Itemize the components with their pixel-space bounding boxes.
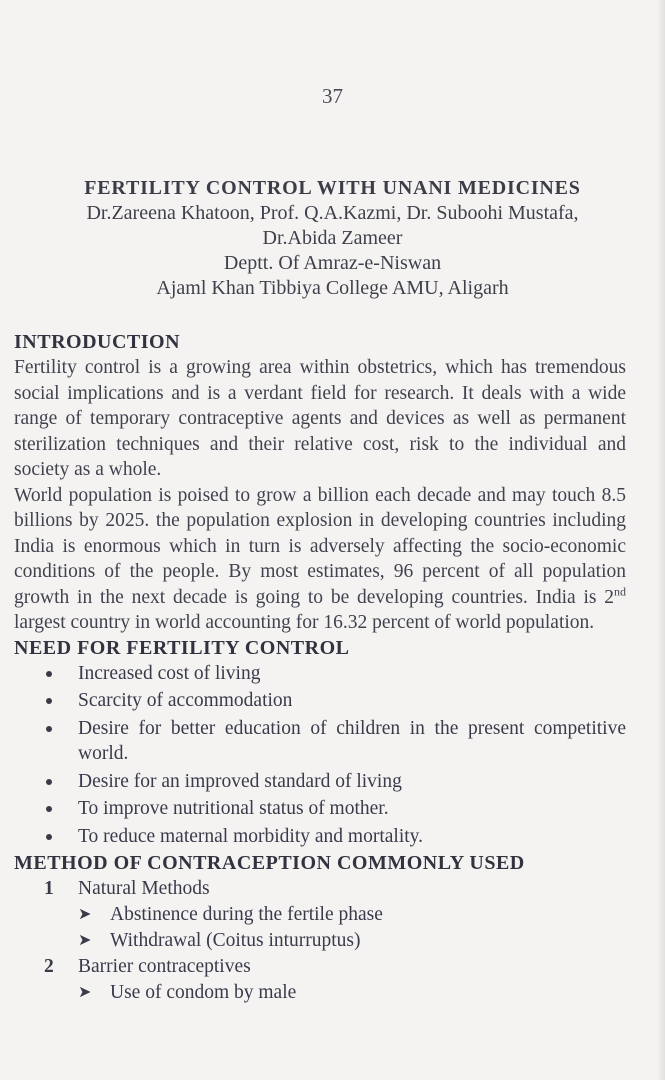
list-item: To improve nutritional status of mother.	[14, 796, 626, 822]
arrow-bullet-icon: ➤	[78, 906, 92, 923]
arrow-bullet-icon: ➤	[78, 984, 92, 1001]
article-title: FERTILITY CONTROL WITH UNANI MEDICINES	[84, 177, 581, 199]
bullet-icon	[46, 671, 52, 677]
methods-list	[14, 876, 626, 1006]
list-item: To reduce maternal morbidity and mortality.	[14, 824, 626, 850]
method-item-barrier: 2 Barrier contraceptives	[14, 954, 626, 980]
method-number: 2	[44, 956, 54, 977]
introduction-paragraph-2	[14, 483, 626, 636]
list-item: Desire for an improved standard of living	[14, 769, 626, 795]
page-number: 37	[322, 84, 343, 108]
department: Deptt. Of Amraz-e-Niswan	[223, 252, 442, 274]
authors-line-2: Dr.Abida Zameer	[262, 227, 403, 249]
paragraph-2-text-b: largest country in world accounting for 16.32 percent of world population.	[14, 612, 595, 633]
list-item: Increased cost of living	[14, 661, 626, 687]
introduction-heading: INTRODUCTION	[14, 331, 181, 353]
sub-item: ➤ Use of condom by male	[14, 980, 626, 1006]
superscript-nd: nd	[614, 584, 626, 598]
college: Ajaml Khan Tibbiya College AMU, Aligarh	[156, 277, 509, 299]
bullet-icon	[46, 698, 52, 704]
list-item: Desire for better education of children in the present competitive world.	[14, 716, 626, 767]
need-heading: NEED FOR FERTILITY CONTROL	[14, 636, 350, 659]
introduction-paragraph-1: Fertility control is a growing area within obstetrics, which has tremendous social implications and is a verdant field for research. It deals with a wide range of temporary contraceptive agents and devices as well as permanent sterilization techniques and their relative cost, risk to the individual and society as a whole.	[14, 357, 626, 480]
bullet-icon	[46, 726, 52, 732]
bullet-icon	[46, 834, 52, 840]
sub-item: ➤ Abstinence during the fertile phase	[14, 902, 626, 928]
paragraph-2-text-a: World population is poised to grow a billion each decade and may touch 8.5 billions by 2025. the population explosion in developing countries including India is enormous which in turn is adversely affecting the socio-economic conditions of the people. By most estimates, 96 percent of all population growth in the next decade is going to be developing countries. India is 2	[14, 484, 626, 608]
article-body	[14, 330, 626, 1006]
bullet-icon	[46, 779, 52, 785]
method-item-natural: 1 Natural Methods	[14, 876, 626, 902]
arrow-bullet-icon: ➤	[78, 932, 92, 949]
need-list	[14, 661, 626, 850]
list-item: Scarcity of accommodation	[14, 688, 626, 714]
bullet-icon	[46, 806, 52, 812]
authors-line-1: Dr.Zareena Khatoon, Prof. Q.A.Kazmi, Dr. Suboohi Mustafa,	[86, 202, 579, 224]
methods-heading: METHOD OF CONTRACEPTION COMMONLY USED	[14, 852, 525, 874]
method-number: 1	[44, 878, 54, 899]
sub-item: ➤ Withdrawal (Coitus inturruptus)	[14, 928, 626, 954]
title-block	[0, 176, 665, 301]
page-edge-shadow	[657, 0, 665, 1080]
